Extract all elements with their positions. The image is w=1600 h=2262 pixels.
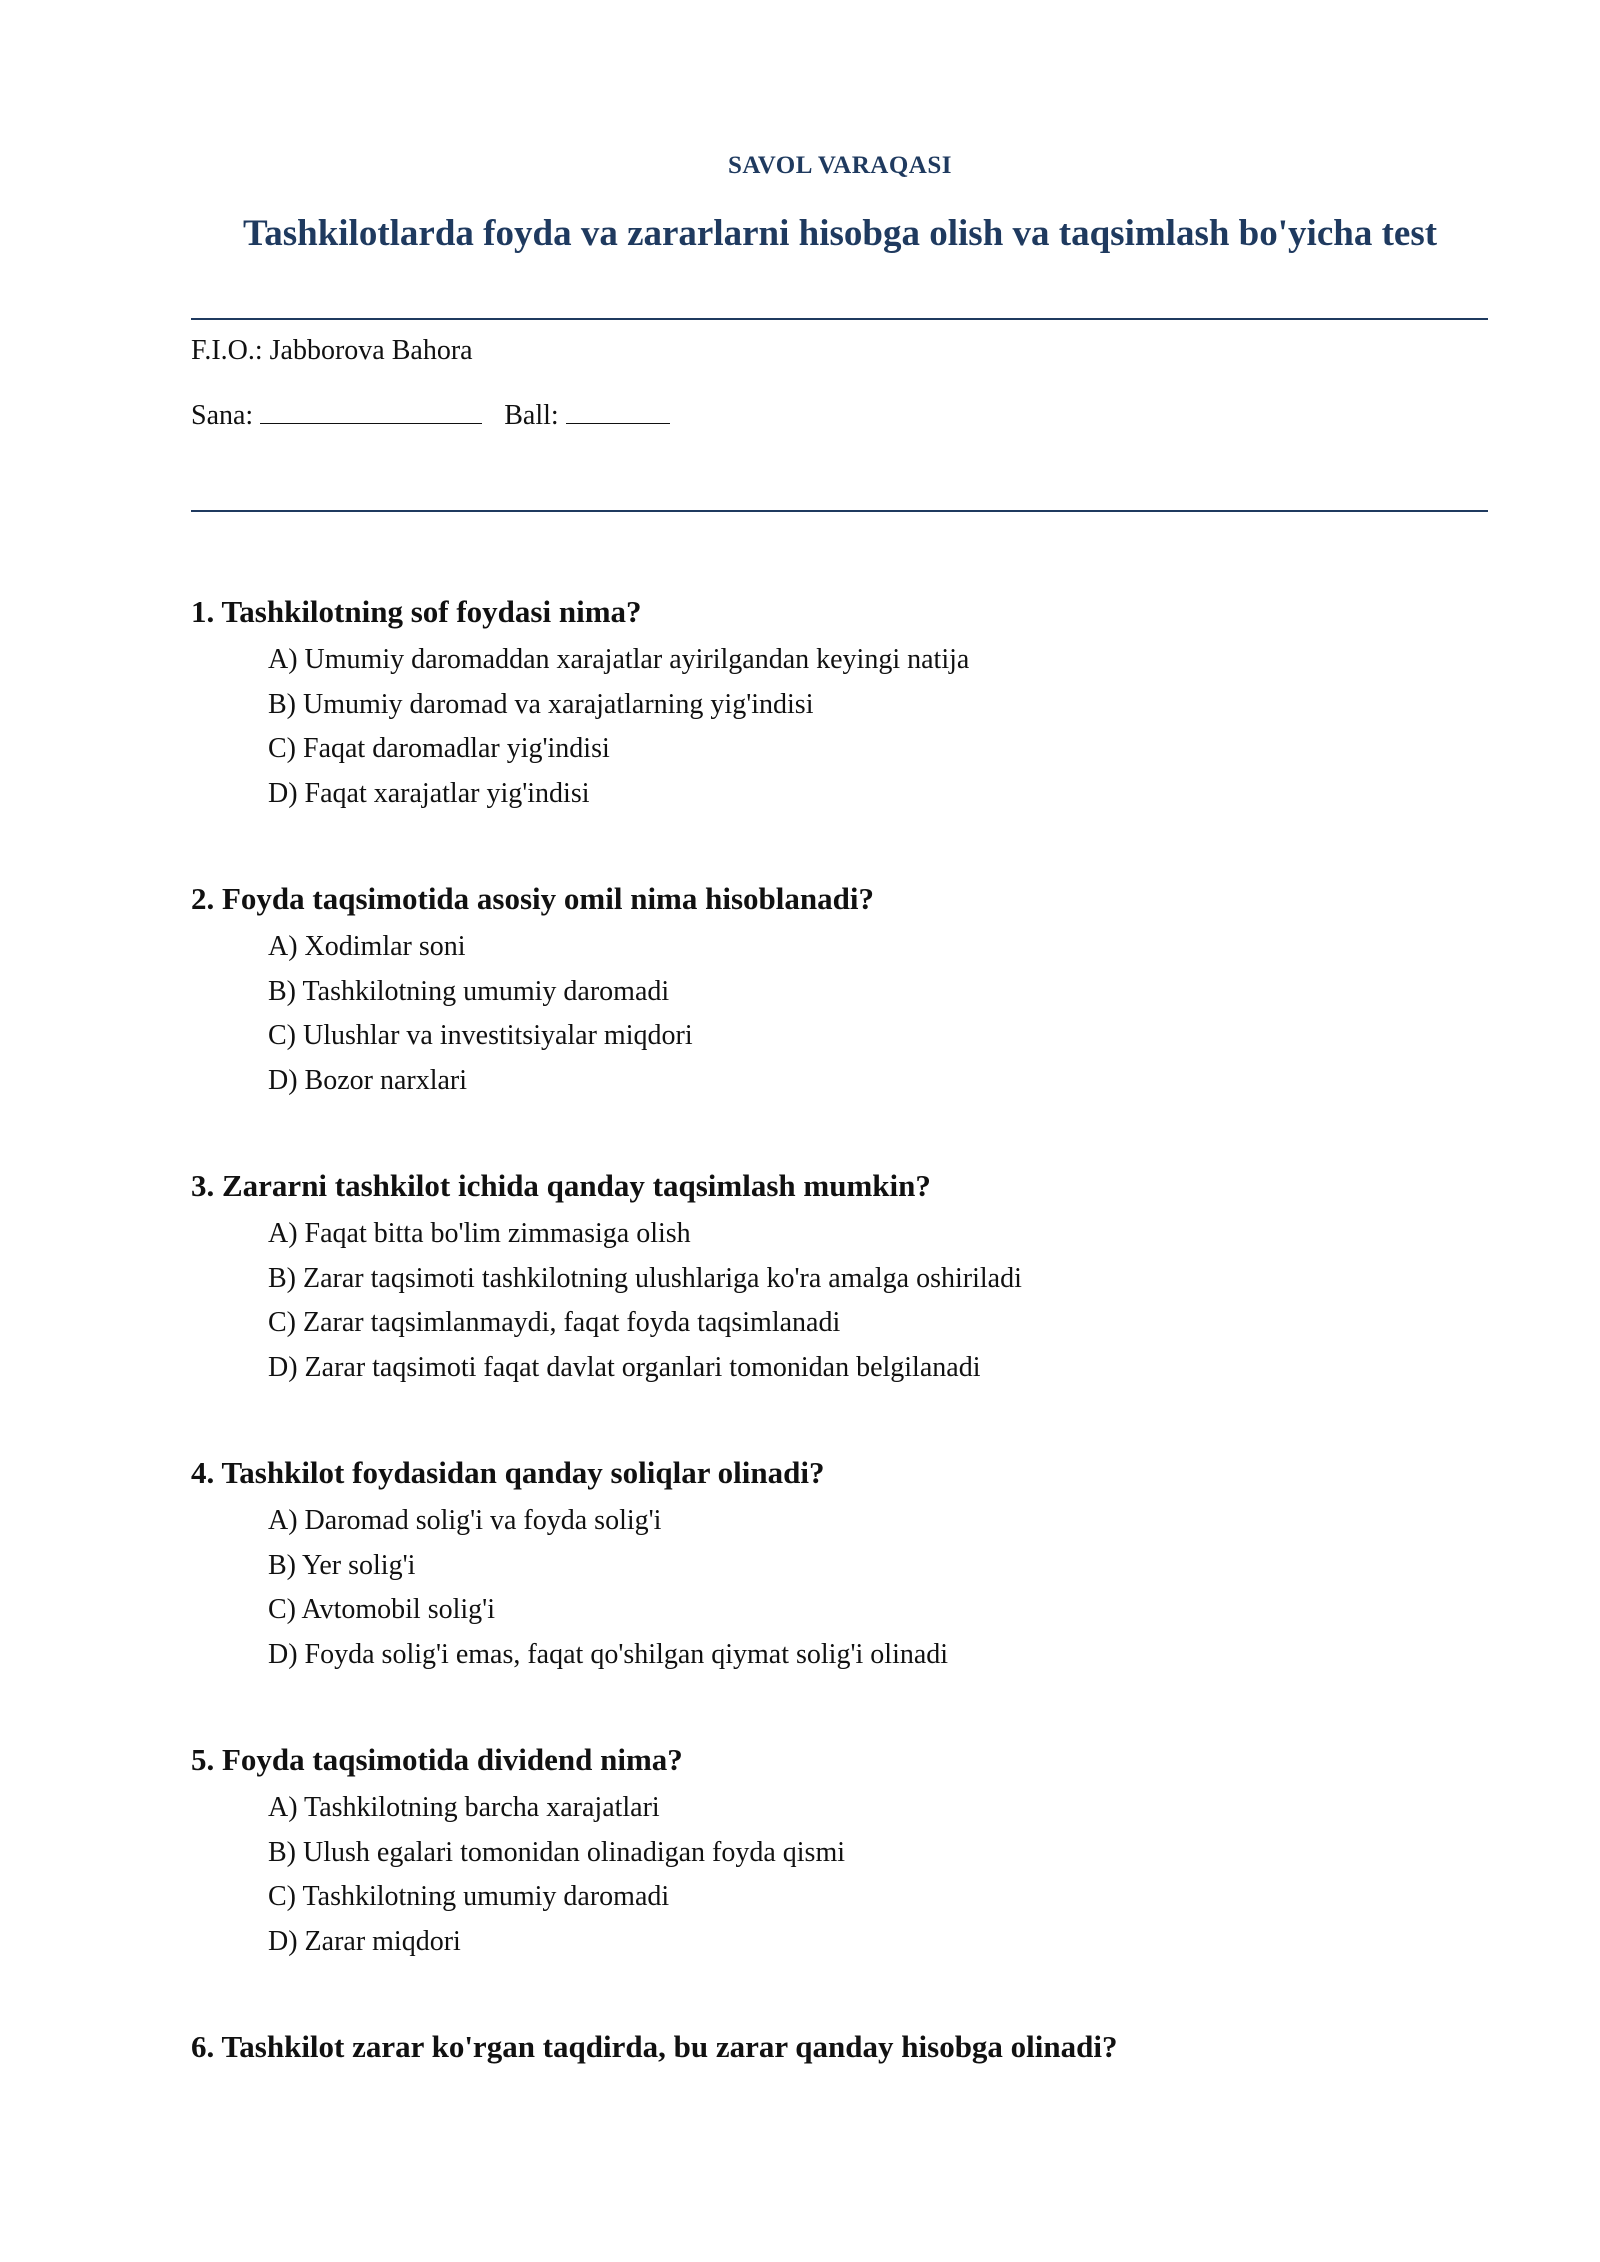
answer-option[interactable]: D) Zarar miqdori — [268, 1925, 461, 1957]
answer-option[interactable]: C) Tashkilotning umumiy daromadi — [268, 1881, 670, 1912]
answer-option[interactable]: B) Yer solig'i — [268, 1549, 416, 1581]
question-text: 6. Tashkilot zarar ko'rgan taqdirda, bu zarar qanday hisobga olinadi? — [191, 2029, 1118, 2064]
question-text: 2. Foyda taqsimotida asosiy omil nima hisoblanadi? — [191, 881, 874, 916]
date-blank[interactable] — [260, 399, 482, 424]
question-block — [191, 879, 1491, 1103]
answer-option[interactable]: A) Xodimlar soni — [268, 931, 466, 962]
score-blank[interactable] — [566, 399, 670, 424]
answer-options — [191, 925, 1491, 1103]
sheet-kicker: SAVOL VARAQASI — [728, 152, 952, 179]
question-block — [191, 1166, 1491, 1390]
answer-options — [191, 1786, 1491, 1964]
answer-option[interactable]: C) Zarar taqsimlanmaydi, faqat foyda taqsimlanadi — [268, 1307, 841, 1338]
fio-label: F.I.O.: — [191, 335, 263, 366]
header-divider — [191, 318, 1488, 320]
question-text: 1. Tashkilotning sof foydasi nima? — [191, 594, 642, 629]
answer-option[interactable]: C) Avtomobil solig'i — [268, 1594, 495, 1625]
question-text: 4. Tashkilot foydasidan qanday soliqlar olinadi? — [191, 1455, 825, 1490]
answer-option[interactable]: A) Daromad solig'i va foyda solig'i — [268, 1505, 662, 1536]
page-title: Tashkilotlarda foyda va zararlarni hisobga olish va taqsimlash bo'yicha test — [242, 213, 1438, 254]
answer-option[interactable]: A) Faqat bitta bo'lim zimmasiga olish — [268, 1218, 691, 1249]
answer-options — [191, 1499, 1491, 1677]
answer-option[interactable]: B) Ulush egalari tomonidan olinadigan foyda qismi — [268, 1836, 846, 1868]
date-label: Sana: — [191, 400, 254, 431]
question-text: 3. Zararni tashkilot ichida qanday taqsimlash mumkin? — [191, 1168, 931, 1203]
fio-value: Jabborova Bahora — [269, 335, 473, 366]
question-text: 5. Foyda taqsimotida dividend nima? — [191, 1742, 683, 1777]
question-block — [191, 1740, 1491, 1964]
answer-option[interactable]: D) Bozor narxlari — [268, 1064, 468, 1096]
answer-options — [191, 638, 1491, 816]
answer-option[interactable]: A) Tashkilotning barcha xarajatlari — [268, 1792, 660, 1823]
answer-option[interactable]: B) Umumiy daromad va xarajatlarning yig'indisi — [268, 688, 814, 720]
student-name-line — [191, 334, 473, 368]
question-block — [191, 1453, 1491, 1677]
score-label: Ball: — [504, 400, 559, 431]
meta-divider — [191, 510, 1488, 512]
question-block — [191, 2027, 1491, 2067]
answer-option[interactable]: D) Faqat xarajatlar yig'indisi — [268, 777, 590, 809]
date-score-line — [191, 399, 670, 433]
answer-option[interactable]: A) Umumiy daromaddan xarajatlar ayirilgandan keyingi natija — [268, 644, 970, 675]
answer-option[interactable]: B) Tashkilotning umumiy daromadi — [268, 975, 670, 1007]
answer-option[interactable]: D) Foyda solig'i emas, faqat qo'shilgan qiymat solig'i olinadi — [268, 1638, 949, 1670]
answer-option[interactable]: D) Zarar taqsimoti faqat davlat organlari tomonidan belgilanadi — [268, 1351, 981, 1383]
answer-option[interactable]: C) Ulushlar va investitsiyalar miqdori — [268, 1020, 693, 1051]
answer-option[interactable]: C) Faqat daromadlar yig'indisi — [268, 733, 610, 764]
answer-options — [191, 1212, 1491, 1390]
question-block — [191, 592, 1491, 816]
answer-option[interactable]: B) Zarar taqsimoti tashkilotning ulushlariga ko'ra amalga oshiriladi — [268, 1262, 1022, 1294]
